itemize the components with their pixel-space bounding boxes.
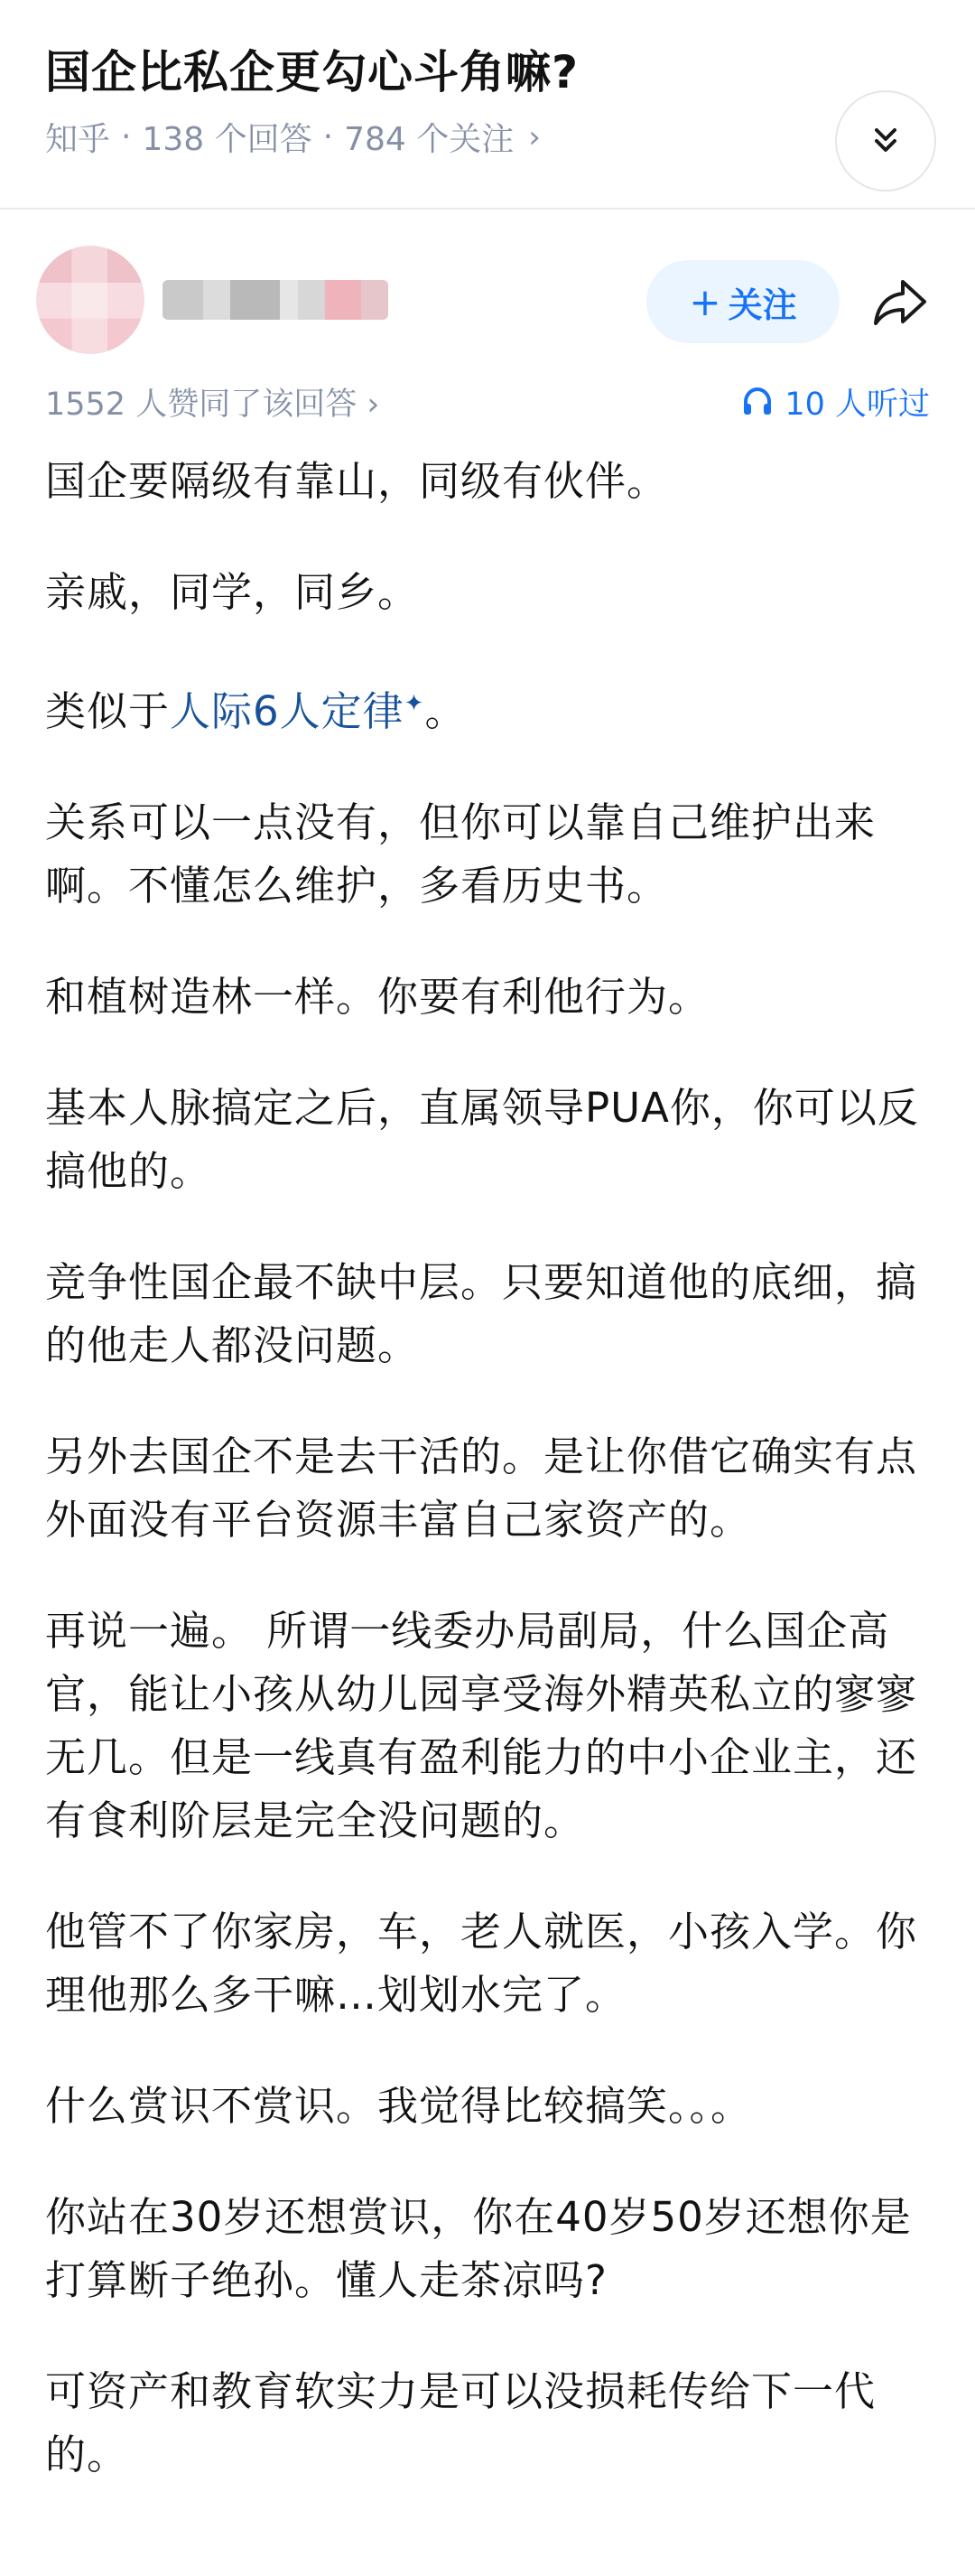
listen-count[interactable]: [741, 379, 930, 425]
answer-paragraph: 什么赏识不赏识。我觉得比较搞笑。。。: [45, 2082, 753, 2130]
plus-icon: +: [689, 279, 721, 324]
answer-paragraph: 关系可以一点没有，但你可以靠自己维护出来啊。不懂怎么维护，多看历史书。: [45, 798, 877, 910]
listeners-label: 10 人听过: [785, 387, 930, 423]
answer-paragraph: [45, 672, 939, 743]
headphones-icon: [741, 386, 774, 418]
answer-paragraph: 你站在30岁还想赏识，你在40岁50岁还想你是打算断子绝孙。懂人走茶凉吗?: [45, 2193, 912, 2304]
answer-paragraph: 国企要隔级有靠山，同级有伙伴。: [45, 457, 669, 505]
keyword-link[interactable]: 人际6人定律: [170, 687, 404, 735]
question-title[interactable]: 国企比私企更勾心斗角嘛?: [45, 46, 580, 98]
answer-stats: [0, 379, 975, 430]
paragraph-text: 类似于: [45, 687, 171, 735]
answer-paragraph: 另外去国企不是去干活的。是让你借它确实有点外面没有平台资源丰富自己家资产的。: [45, 1433, 918, 1544]
sparkle-icon: ✦: [404, 690, 425, 717]
answer-paragraph: 可资产和教育软实力是可以没损耗传给下一代的。: [45, 2367, 877, 2478]
question-header: [0, 0, 975, 210]
header-divider: [0, 208, 975, 210]
source-label: 知乎: [45, 121, 111, 158]
answer-content: [45, 450, 939, 2534]
meta-separator: ·: [322, 118, 334, 155]
answer-paragraph: 再说一遍。 所谓一线委办局副局，什么国企高官，能让小孩从幼儿园享受海外精英私立的寥寥无几。但是一线真有盈利能力的中小企业主，还有食利阶层是完全没问题的。: [45, 1607, 918, 1844]
meta-separator: ·: [121, 118, 132, 155]
answer-paragraph: 他管不了你家房，车，老人就医，小孩入学。你理他那么多干嘛…划划水完了。: [45, 1908, 918, 2019]
paragraph-text: 。: [424, 687, 467, 735]
answer-paragraph: 竞争性国企最不缺中层。只要知道他的底细，搞的他走人都没问题。: [45, 1258, 918, 1369]
answer-paragraph: 和植树造林一样。你要有利他行为。: [45, 973, 710, 1021]
author-row: [0, 244, 975, 361]
question-meta[interactable]: [45, 114, 541, 160]
follower-count: 784 个关注: [344, 121, 515, 158]
answer-count: 138 个回答: [142, 121, 312, 158]
answer-paragraph: 亲戚，同学，同乡。: [45, 568, 420, 616]
likes-count[interactable]: 1552 人赞同了该回答 ›: [45, 387, 380, 423]
share-arrow-icon[interactable]: [867, 267, 935, 336]
answer-paragraph: 基本人脉搞定之后，直属领导PUA你，你可以反搞他的。: [45, 1084, 919, 1195]
collapse-button[interactable]: [835, 90, 936, 191]
follow-button[interactable]: [646, 260, 840, 343]
chevron-right-icon: ›: [528, 118, 541, 155]
chevrons-down-icon: [868, 123, 904, 159]
avatar[interactable]: [36, 246, 144, 354]
author-name-blurred[interactable]: [162, 280, 388, 320]
follow-label: 关注: [728, 285, 797, 325]
